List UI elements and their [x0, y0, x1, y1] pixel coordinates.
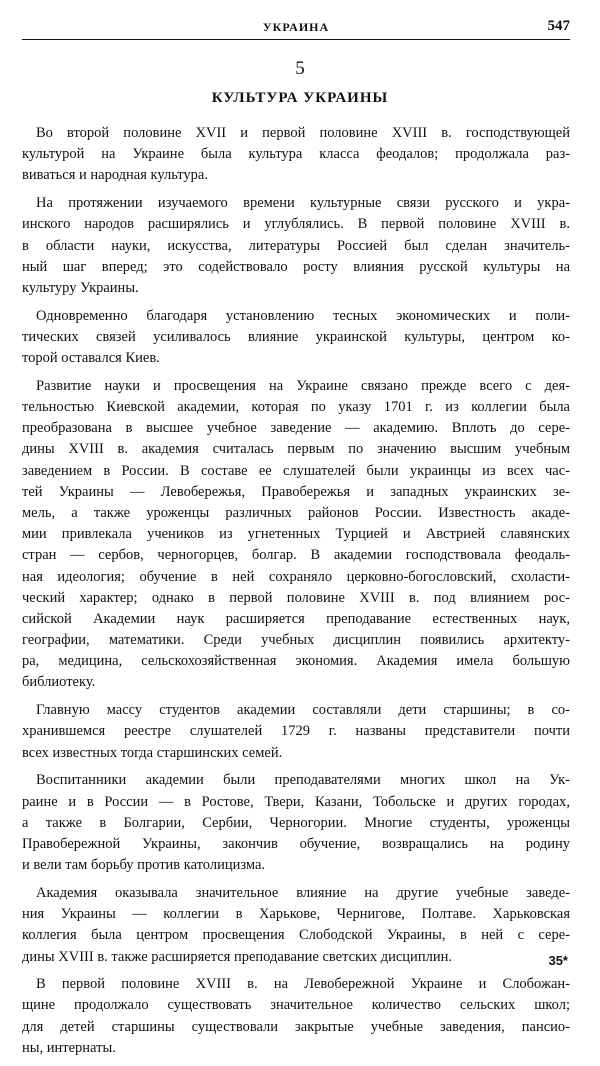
text-line: раине и в России — в Ростове, Твери, Казани, Тобольске и других городах, [22, 793, 570, 810]
text-line: преобразована в высшее учебное заведение — академию. Вплоть до сере- [22, 420, 570, 437]
text-line: Во второй половине XVII и первой половине XVIII в. господствующей [36, 125, 570, 141]
signature-mark: 35* [548, 953, 568, 968]
text-line: Правобережной Украины, закончив обучение, возвращались на родину [22, 835, 570, 852]
text-line: культурой на Украине была культура класса феодалов; продолжала раз- [22, 146, 570, 163]
text-line: Академия оказывала значительное влияние на другие учебные заведе- [36, 884, 570, 901]
text-line: ра, медицина, сельскохозяйственная экономия. Академия имела большую [22, 653, 570, 670]
text-line: Развитие науки и просвещения на Украине связано прежде всего с дея- [36, 377, 570, 394]
section-number: 5 [295, 58, 305, 79]
body-text [22, 123, 570, 1066]
paragraph [22, 700, 570, 764]
text-line: ная идеология; обучение в ней сохраняло церковно-богословский, схоласти- [22, 568, 570, 585]
text-line: культуру Украины. [22, 279, 139, 296]
header-rule [22, 39, 570, 40]
text-line: всех известных тогда старшинских семей. [22, 744, 283, 761]
text-line: тических связей усиливалось влияние украинской культуры, центром ко- [22, 328, 570, 345]
text-line: Главную массу студентов академии составляли дети старшины; в со- [36, 702, 570, 719]
paragraph [22, 193, 570, 299]
text-line: мии привлекала учеников из угнетенных Турцией и Австрией славянских [22, 526, 570, 543]
section-title: КУЛЬТУРА УКРАИНЫ [211, 90, 389, 106]
text-line: а также в Болгарии, Сербии, Черногории. Многие студенты, уроженцы [22, 814, 570, 831]
text-line: стран — сербов, черногорцев, болгар. В академии господствовала феодаль- [22, 547, 570, 564]
text-line: для детей старшины существовали закрытые учебные заведения, пансио- [22, 1018, 570, 1035]
text-line: тей Украины — Левобережья, Правобережья и западных украинских зе- [22, 483, 570, 500]
text-line: Воспитанники академии были преподавателями многих школ на Ук- [36, 772, 570, 789]
text-line: географии, математики. Среди учебных дисциплин появились архитекту- [22, 632, 570, 649]
text-line: дины XVIII в. также расширяется преподавание светских дисциплин. [22, 948, 452, 965]
text-line: в области науки, искусства, литературы Россией был сделан значитель- [22, 237, 570, 254]
text-line: мель, а также уроженцы различных районов России. Известность акаде- [22, 504, 570, 521]
paragraph [22, 770, 570, 876]
text-line: ческий характер; однако в первой половине XVIII в. под влиянием рос- [22, 589, 570, 606]
text-line: Одновременно благодаря установлению тесных экономических и поли- [36, 307, 570, 324]
paragraph [22, 306, 570, 370]
page-number: 547 [547, 18, 570, 34]
text-line: коллегия была центром просвещения Слободской Украины, в ней с сере- [22, 927, 570, 944]
text-line: и вели там борьбу против католицизма. [22, 857, 266, 874]
paragraph [22, 123, 570, 187]
paragraph [22, 974, 570, 1059]
text-line: сийской Академии наук расширяется преподавание естественных наук, [22, 610, 570, 627]
text-line: инского народов расширялись и углублялись. В первой половине XVIII в. [22, 216, 570, 233]
running-title: УКРАИНА [262, 20, 330, 34]
text-line: В первой половине XVIII в. на Левобережной Украине и Слобожан- [36, 976, 570, 993]
page-header [22, 12, 570, 38]
text-line: ный шаг вперед; это содействовало росту влияния русской культуры на [22, 258, 570, 275]
paragraph [22, 883, 570, 968]
text-line: виваться и народная культура. [22, 167, 208, 184]
text-line: дины XVIII в. академия считалась первым по значению высшим учебным [22, 441, 570, 458]
text-line: хранившемся реестре слушателей 1729 г. названы представители почти [22, 723, 570, 740]
text-line: заведением в России. В составе ее слушателей были украинцы из всех час- [22, 462, 570, 479]
text-line: щине продолжало существовать значительное количество сельских школ; [22, 997, 570, 1014]
paragraph [22, 376, 570, 694]
text-line: ны, интернаты. [22, 1039, 116, 1056]
text-line: тельностью Киевской академии, которая по указу 1701 г. из коллегии была [22, 399, 570, 416]
text-line: ния Украины — коллегии в Харькове, Чернигове, Полтаве. Харьковская [22, 906, 570, 923]
text-line: На протяжении изучаемого времени культурные связи русского и укра- [36, 195, 570, 212]
text-line: библиотеку. [22, 674, 96, 691]
text-line: торой оставался Киев. [22, 350, 160, 367]
